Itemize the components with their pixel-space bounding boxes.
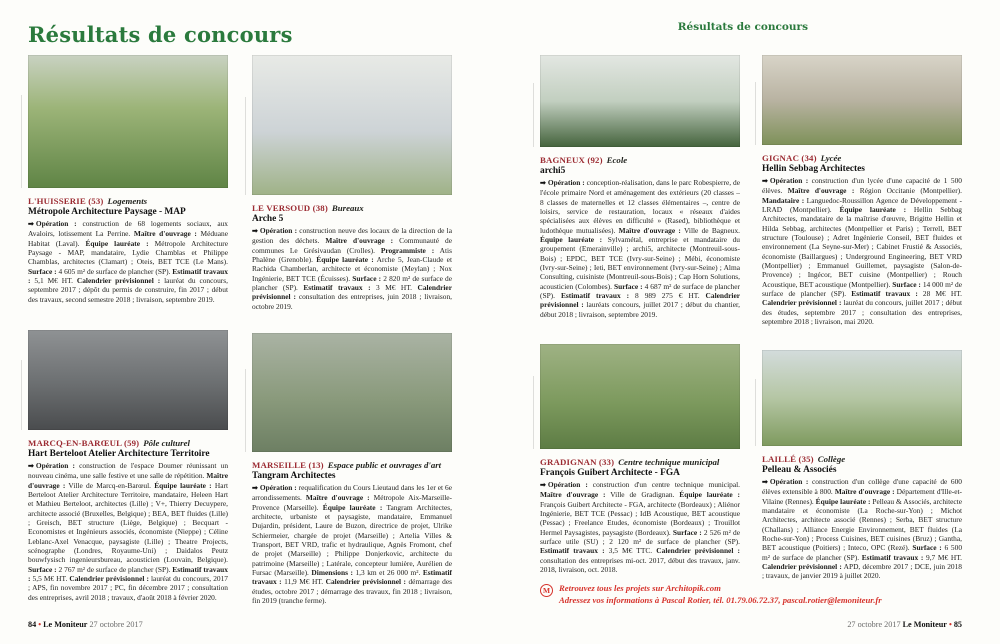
entry-body: ➡ Opération : conception-réalisation, dans le parc Robespierre, de l'école primaire Nord et aménagement des extérieurs (20 classes – 8 classes de maternelles et 12 classes élémentaires –, centre de loisirs, service de restauration, locaux « réseaux d'aides spécialisées aux élèves en difficulté » (Rased), bibliothèque et ludothèque mutualisées). Maître d'ouvrage : Ville de Bagneux. Équipe lauréate : Sylvamétal, entreprise et mandataire du groupement (Emerainville) ; archi5, architecte (Montreuil-sous-Bois) ; EPDC, BET TCE (Ivry-sur-Seine) ; Mébi, économiste (Ivry-sur-Seine) ; Ieti, BET environnement (Ivry-sur-Seine) ; Alma Consulting, cuisiniste (Montreuil-sous-Bois) ; Cap Horn Solutions, acousticien (Colombes). Surface : 4 687 m² de surface de plancher (SP). Estimatif travaux : 8 989 275 € HT. Calendrier prévisionnel : lauréats concours, juillet 2017 ; début du chantier, début 2018 ; livraison, septembre 2019. [540, 178, 741, 319]
entry-category: Ecole [606, 155, 628, 165]
arrow-icon: ➡ [540, 481, 546, 489]
entry-gradignan [540, 344, 740, 574]
project-photo [540, 55, 740, 147]
entry-firm: archi5 [540, 165, 566, 176]
moniteur-logo-icon: M [540, 584, 553, 597]
entry-body: ➡ Opération : construction de l'espace Doumer réunissant un nouveau cinéma, une salle festive et une salle de répétition. Maître d'ouvrage : Ville de Marcq-en-Barœul. Équipe lauréate : Hart Berteloot Atelier Architecture Territoire, mandataire, Heleen Hart et Mathieu Berteloot, architectes (Lille) ; V+, Thierry Decuypere, architecte associé (Bruxelles, Belgique) ; BEA, BET fluides (Lille) ; Greisch, BET structure (Liège, Belgique) ; Becquart - Economistes et Ingénieurs associés, économiste (Nieppe) ; Céline Leblanc-Axel Venacque, paysagiste (Lille) ; Theatre Projects, scénographe (Londres, Royaume-Uni) ; Daidalos Peutz bouwfysisch ingenieursbureau, acousticien (Louvain, Belgique). Surface : 2 767 m² de surface de plancher (SP). Estimatif travaux : 5,5 M€ HT. Calendrier prévisionnel : lauréat du concours, 2017 ; APS, fin novembre 2017 ; PC, fin décembre 2017 ; consultation des entreprises, avril 2018 ; travaux, d'août 2018 à février 2020. [28, 461, 229, 602]
entry-firm: Pelleau & Associés [762, 464, 837, 475]
entry-firm: Tangram Architectes [252, 470, 336, 481]
entry-category: Espace public et ouvrages d'art [327, 460, 442, 470]
entry-place: LAILLÉ (35) [762, 454, 814, 464]
entry-place: LE VERSOUD (38) [252, 203, 328, 213]
entry-body: ➡ Opération : construction d'un lycée d'une capacité de 1 500 élèves. Maître d'ouvrage : Région Occitanie (Montpellier). Mandataire : Languedoc-Roussillon Agence de Développement - LRAD (Montpellier). Équipe lauréate : Hellin Sebbag Architectes, mandataire de la maîtrise d'œuvre, Brigitte Hellin et Hilda Sebbag, architectes (Montpellier et Paris) ; Terrell, BET structure (Toulouse) ; Adret Ingénierie Conseil, BET fluides et environnement (La Seyne-sur-Mer) ; Cabinet Frustié & Associés, économiste (Baillargues) ; Underground Engineering, BET VRD (Montpellier) ; Emmanuel Guillemet, paysagiste (Salon-de-Provence) ; Ingécor, BET cuisine (Montpellier) ; Rouch Acoustique, BET acoustique (Montpellier). Surface : 14 000 m² de surface de plancher (SP). Estimatif travaux : 28 M€ HT. Calendrier prévisionnel : lauréat du concours, juillet 2017 ; début des études, septembre 2017 ; consultation des entreprises, septembre 2018 ; livraison, mai 2020. [762, 176, 963, 327]
arrow-icon: ➡ [252, 484, 258, 492]
photo-credit [755, 379, 762, 446]
project-photo [762, 350, 962, 446]
entry-category: Lycée [820, 153, 842, 163]
entry-place: GIGNAC (34) [762, 153, 817, 163]
project-photo [28, 55, 228, 188]
footer-left [28, 620, 143, 629]
contact-note-line2: Adressez vos informations à Pascal Rotier, tél. 01.79.06.72.37, pascal.rotier@lemoniteur.fr [559, 594, 882, 605]
photo-credit [533, 83, 540, 147]
entry-body: ➡ Opération : construction de 68 logements sociaux, aux Avaloirs, lotissement La Perrine. Maître d'ouvrage : Méduane Habitat (Laval). Équipe lauréate : Métropole Architecture Paysage - MAP, mandataire, Lydie Chamblas et Philippe Chamblas, architectes (Clamart) ; Oteis, BET TCE (Le Mans). Surface : 4 605 m² de surface de plancher (SP). Estimatif travaux : 5,1 M€ HT. Calendrier prévisionnel : lauréat du concours, septembre 2017 ; dépôt du permis de construire, fin 2017 ; début des travaux, second semestre 2018 ; livraison, septembre 2019. [28, 219, 229, 304]
brand: Le Moniteur [43, 620, 88, 629]
entry-lhuisserie [28, 55, 228, 304]
entry-place: MARCQ-EN-BARŒUL (59) [28, 438, 140, 448]
entry-body: ➡ Opération : construction d'un collège d'une capacité de 600 élèves extensible à 800. Maître d'ouvrage : Département d'Ille-et-Vilaine (Rennes). Équipe lauréate : Pelleau & Associés, architecte mandataire et économiste (La Roche-sur-Yon) ; Michot Architectes, architecte associé (Rennes) ; Serba, BET structure (Challans) ; Alliance Energie Environnement, BET fluides (La Roche-sur-Yon) ; Process Cuisines, BET cuisines (Bruz) ; Gantha, BET acoustique (Poitiers) ; Inteco, OPC (Rezé). Surface : 6 500 m² de surface de plancher (SP). Estimatif travaux : 9,7 M€ HT. Calendrier prévisionnel : APD, décembre 2017 ; DCE, juin 2018 ; travaux, de janvier 2019 à juillet 2020. [762, 477, 963, 581]
project-photo [540, 344, 740, 449]
entry-body: ➡ Opération : requalification du Cours Lieutaud dans les 1er et 6e arrondissements. Maître d'ouvrage : Métropole Aix-Marseille-Provence (Marseille). Équipe lauréate : Tangram Architectes, architecte, urbaniste et paysagiste, mandataire, Emmanuel Dujardin, président, Laure de Buzon, directrice de projet, Ulrike Schiermeier, chargée de projet (Marseille) ; Artelia Villes & Transport, BET VRD, trafic et hydraulique, Agnès Fromont, chef de projet (Marseille) ; Philippe Donjerkovic, architecte du patrimoine (Marseille) ; Latérale, concepteur lumière, Aurélien de Fursac (Marseille). Dimensions : 1,3 km et 26 000 m². Estimatif travaux : 11,9 M€ HT. Calendrier prévisionnel : démarrage des études, octobre 2017 ; démarrage des travaux, fin 2018 ; livraison, fin 2019 (tranche ferme). [252, 483, 453, 606]
entry-firm: François Guibert Architecte - FGA [540, 467, 680, 478]
entry-category: Pôle culturel [143, 438, 190, 448]
photo-credit [245, 97, 252, 195]
project-photo [252, 55, 452, 195]
entry-marcq-en-baroeul [28, 330, 228, 602]
issue-date: 27 octobre 2017 [847, 620, 901, 629]
project-photo [252, 333, 452, 452]
project-photo [28, 330, 228, 430]
entry-body: ➡ Opération : construction neuve des locaux de la direction de la gestion des déchets. Maître d'ouvrage : Communauté de communes Le Grésivaudan (Crolles). Programmiste : Atis Phalène (Grenoble). Équipe lauréate : Arche 5, Jean-Claude et Rachida Chamberlan, architecte et économiste (Meylan) ; Nox Ingénierie, BET TCE (Écuisses). Surface : 2 820 m² de surface de plancher (SP). Estimatif travaux : 3 M€ HT. Calendrier prévisionnel : consultation des entreprises, juin 2018 ; livraison, octobre 2019. [252, 226, 453, 311]
entry-place: MARSEILLE (13) [252, 460, 324, 470]
photo-credit [21, 95, 28, 188]
arrow-icon: ➡ [762, 177, 768, 185]
arrow-icon: ➡ [28, 220, 34, 228]
page-number: 85 [953, 620, 962, 629]
entry-firm: Hellin Sebbag Architectes [762, 163, 865, 174]
entry-category: Bureaux [331, 203, 364, 213]
entry-category: Logements [107, 196, 148, 206]
contact-note-line1: Retrouvez tous les projets sur Architopik.com [559, 583, 721, 593]
arrow-icon: ➡ [252, 227, 258, 235]
entry-category: Collège [817, 454, 846, 464]
entry-firm: Métropole Architecture Paysage - MAP [28, 206, 186, 217]
entry-category: Centre technique municipal [618, 457, 720, 467]
running-header: Résultats de concours [677, 21, 808, 33]
issue-date: 27 octobre 2017 [89, 620, 143, 629]
page-number: 84 [28, 620, 37, 629]
photo-credit [533, 376, 540, 450]
arrow-icon: ➡ [540, 179, 546, 187]
entry-place: GRADIGNAN (33) [540, 457, 615, 467]
footer-right [540, 620, 962, 629]
entry-laille [762, 350, 962, 581]
photo-credit [21, 360, 28, 430]
entry-le-versoud [252, 55, 452, 311]
brand: Le Moniteur [902, 620, 947, 629]
entry-firm: Hart Berteloot Atelier Architecture Territoire [28, 448, 210, 459]
bullet-icon: • [38, 620, 42, 629]
entry-place: BAGNEUX (92) [540, 155, 603, 165]
bullet-icon: • [948, 620, 952, 629]
entry-marseille [252, 333, 452, 605]
entry-firm: Arche 5 [252, 213, 284, 224]
page-title: Résultats de concours [28, 22, 293, 48]
photo-credit [245, 369, 252, 452]
arrow-icon: ➡ [28, 462, 34, 470]
entry-bagneux [540, 55, 740, 319]
arrow-icon: ➡ [762, 478, 768, 486]
project-photo [762, 55, 962, 145]
contact-note [540, 583, 964, 606]
entry-gignac [762, 55, 962, 327]
entry-body: ➡ Opération : construction d'un centre technique municipal. Maître d'ouvrage : Ville de Gradignan. Équipe lauréate : François Guibert Architecte - FGA, architecte (Bordeaux) ; Aliénor Ingénierie, BET TCE (Pessac) ; IdB Acoustique, BET acoustique (Pessac) ; Freelance Etudes, économiste (Bordeaux) ; Trouillot Hermel Paysagistes, paysagiste (Bordeaux). Surface : 2 526 m² de surface utile (SU) ; 2 120 m² de surface de plancher (SP). Estimatif travaux : 3,5 M€ TTC. Calendrier prévisionnel : consultation des entreprises mi-oct. 2017, début des travaux, janv. 2018, livraison, oct. 2018. [540, 480, 741, 575]
photo-credit [755, 82, 762, 145]
entry-place: L'HUISSERIE (53) [28, 196, 104, 206]
